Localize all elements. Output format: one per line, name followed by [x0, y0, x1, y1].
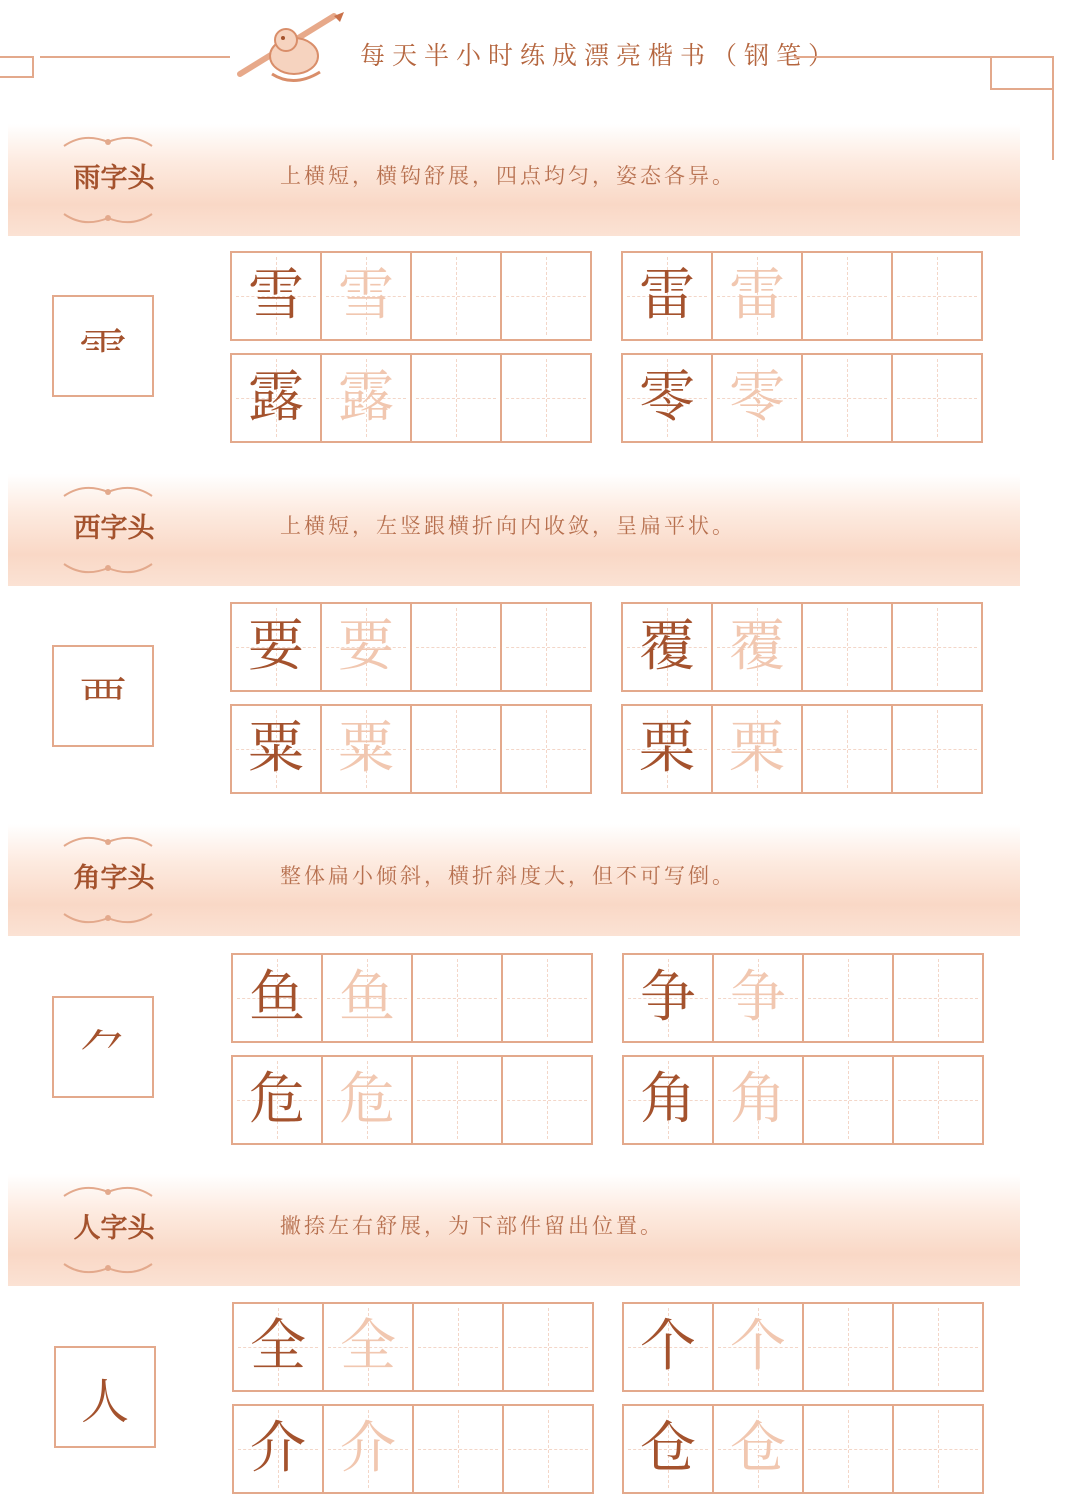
- practice-row: [230, 251, 592, 341]
- model-char: 争: [640, 965, 696, 1030]
- blank-practice-cell[interactable]: [410, 355, 500, 441]
- trace-char: 粟: [338, 716, 394, 781]
- header-rule-right: [794, 56, 990, 58]
- model-char: 仓: [640, 1416, 696, 1481]
- model-char: 介: [250, 1416, 306, 1481]
- blank-practice-cell[interactable]: [412, 1406, 502, 1492]
- blank-practice-cell[interactable]: [892, 1057, 982, 1143]
- ornament-icon: [60, 830, 156, 852]
- trace-char: 零: [729, 365, 785, 430]
- trace-cell[interactable]: [322, 1406, 412, 1492]
- model-cell: [623, 604, 711, 690]
- blank-practice-cell[interactable]: [891, 706, 981, 792]
- blank-practice-cell[interactable]: [892, 1406, 982, 1492]
- trace-char: 鱼: [339, 965, 395, 1030]
- model-char: 鱼: [249, 965, 305, 1030]
- ornament-icon: [60, 1258, 156, 1280]
- model-char: 粟: [248, 716, 304, 781]
- model-cell: [623, 706, 711, 792]
- frame-right-edge: [1052, 90, 1054, 160]
- model-char: 个: [640, 1314, 696, 1379]
- model-cell: [232, 253, 320, 339]
- model-cell: [232, 355, 320, 441]
- trace-char: 全: [340, 1314, 396, 1379]
- model-cell: [624, 1057, 712, 1143]
- model-char: 覆: [639, 614, 695, 679]
- practice-row: [622, 1055, 984, 1145]
- practice-row: [621, 704, 983, 794]
- model-cell: [233, 955, 321, 1041]
- ornament-icon: [60, 1180, 156, 1202]
- blank-practice-cell[interactable]: [500, 253, 590, 339]
- blank-practice-cell[interactable]: [891, 604, 981, 690]
- page-title: 每天半小时练成漂亮楷书（钢笔）: [360, 41, 841, 70]
- practice-row: [621, 353, 983, 443]
- section-title: 角字头: [73, 863, 155, 894]
- trace-cell[interactable]: [321, 1057, 411, 1143]
- practice-row: [230, 704, 592, 794]
- blank-practice-cell[interactable]: [500, 355, 590, 441]
- blank-practice-cell[interactable]: [411, 955, 501, 1041]
- blank-practice-cell[interactable]: [500, 706, 590, 792]
- section-header: [8, 124, 1020, 236]
- ornament-icon: [60, 908, 156, 930]
- model-char: 角: [640, 1067, 696, 1132]
- model-char: 栗: [639, 716, 695, 781]
- practice-row: [230, 602, 592, 692]
- blank-practice-cell[interactable]: [891, 253, 981, 339]
- section-description: 上横短，左竖跟横折向内收敛，呈扁平状。: [280, 514, 736, 538]
- practice-row: [621, 251, 983, 341]
- section-header: [8, 474, 1020, 586]
- practice-row: [230, 353, 592, 443]
- trace-char: 雷: [729, 263, 785, 328]
- ornament-icon: [60, 130, 156, 152]
- model-cell: [234, 1406, 322, 1492]
- model-cell: [623, 253, 711, 339]
- blank-practice-cell[interactable]: [410, 604, 500, 690]
- section-title: 雨字头: [73, 163, 155, 194]
- section-title: 西字头: [73, 513, 155, 544]
- blank-practice-cell[interactable]: [410, 253, 500, 339]
- radical-glyph: 覀: [78, 672, 127, 729]
- trace-char: 雪: [338, 263, 394, 328]
- radical-box: [52, 645, 154, 747]
- radical-glyph: ⻗: [78, 322, 127, 379]
- trace-cell[interactable]: [711, 604, 801, 690]
- trace-cell[interactable]: [712, 1406, 802, 1492]
- model-char: 要: [248, 614, 304, 679]
- blank-practice-cell[interactable]: [802, 1406, 892, 1492]
- section-description: 撇捺左右舒展，为下部件留出位置。: [280, 1214, 664, 1238]
- trace-cell[interactable]: [320, 253, 410, 339]
- blank-practice-cell[interactable]: [802, 1304, 892, 1390]
- trace-char: 个: [730, 1314, 786, 1379]
- blank-practice-cell[interactable]: [801, 706, 891, 792]
- section-description: 上横短，横钩舒展，四点均匀，姿态各异。: [280, 164, 736, 188]
- trace-cell[interactable]: [712, 1304, 802, 1390]
- blank-practice-cell[interactable]: [801, 253, 891, 339]
- trace-char: 栗: [729, 716, 785, 781]
- blank-practice-cell[interactable]: [500, 604, 590, 690]
- practice-row: [622, 1404, 984, 1494]
- section-title: 人字头: [73, 1213, 155, 1244]
- blank-practice-cell[interactable]: [412, 1304, 502, 1390]
- trace-char: 争: [730, 965, 786, 1030]
- model-char: 全: [250, 1314, 306, 1379]
- blank-practice-cell[interactable]: [801, 355, 891, 441]
- model-cell: [233, 1057, 321, 1143]
- trace-cell[interactable]: [320, 604, 410, 690]
- model-cell: [624, 955, 712, 1041]
- practice-row: [231, 1055, 593, 1145]
- model-cell: [232, 706, 320, 792]
- blank-practice-cell[interactable]: [502, 1304, 592, 1390]
- trace-cell[interactable]: [711, 253, 801, 339]
- section-description: 整体扁小倾斜，横折斜度大，但不可写倒。: [280, 864, 736, 888]
- trace-cell[interactable]: [321, 955, 411, 1041]
- blank-practice-cell[interactable]: [411, 1057, 501, 1143]
- model-char: 露: [248, 365, 304, 430]
- model-cell: [624, 1406, 712, 1492]
- practice-row: [622, 953, 984, 1043]
- blank-practice-cell[interactable]: [501, 955, 591, 1041]
- ornament-icon: [60, 558, 156, 580]
- model-char: 雪: [248, 263, 304, 328]
- blank-practice-cell[interactable]: [410, 706, 500, 792]
- trace-char: 危: [339, 1067, 395, 1132]
- mascot-illustration: [236, 10, 348, 90]
- trace-cell[interactable]: [712, 955, 802, 1041]
- blank-practice-cell[interactable]: [802, 955, 892, 1041]
- trace-cell[interactable]: [322, 1304, 412, 1390]
- header-rule-left: [40, 56, 230, 58]
- blank-practice-cell[interactable]: [892, 955, 982, 1041]
- practice-row: [232, 1302, 594, 1392]
- trace-cell[interactable]: [320, 706, 410, 792]
- ornament-icon: [60, 480, 156, 502]
- radical-glyph: ⺈: [78, 1023, 127, 1080]
- section-header: [8, 1174, 1020, 1286]
- blank-practice-cell[interactable]: [501, 1057, 591, 1143]
- blank-practice-cell[interactable]: [502, 1406, 592, 1492]
- model-cell: [623, 355, 711, 441]
- practice-row: [232, 1404, 594, 1494]
- header-corner-right: [990, 56, 1054, 90]
- header-corner-left: [0, 56, 34, 78]
- blank-practice-cell[interactable]: [801, 604, 891, 690]
- practice-row: [231, 953, 593, 1043]
- ornament-icon: [60, 208, 156, 230]
- radical-box: [52, 996, 154, 1098]
- practice-row: [621, 602, 983, 692]
- radical-box: [54, 1346, 156, 1448]
- model-cell: [232, 604, 320, 690]
- model-cell: [234, 1304, 322, 1390]
- trace-char: 介: [340, 1416, 396, 1481]
- trace-char: 覆: [729, 614, 785, 679]
- radical-glyph: 人: [80, 1373, 129, 1430]
- model-char: 雷: [639, 263, 695, 328]
- radical-box: [52, 295, 154, 397]
- section-header: [8, 824, 1020, 936]
- trace-cell[interactable]: [711, 706, 801, 792]
- trace-char: 角: [730, 1067, 786, 1132]
- trace-char: 要: [338, 614, 394, 679]
- trace-cell[interactable]: [320, 355, 410, 441]
- model-cell: [624, 1304, 712, 1390]
- trace-char: 露: [338, 365, 394, 430]
- model-char: 零: [639, 365, 695, 430]
- practice-row: [622, 1302, 984, 1392]
- model-char: 危: [249, 1067, 305, 1132]
- trace-cell[interactable]: [712, 1057, 802, 1143]
- blank-practice-cell[interactable]: [892, 1304, 982, 1390]
- blank-practice-cell[interactable]: [802, 1057, 892, 1143]
- blank-practice-cell[interactable]: [891, 355, 981, 441]
- trace-char: 仓: [730, 1416, 786, 1481]
- trace-cell[interactable]: [711, 355, 801, 441]
